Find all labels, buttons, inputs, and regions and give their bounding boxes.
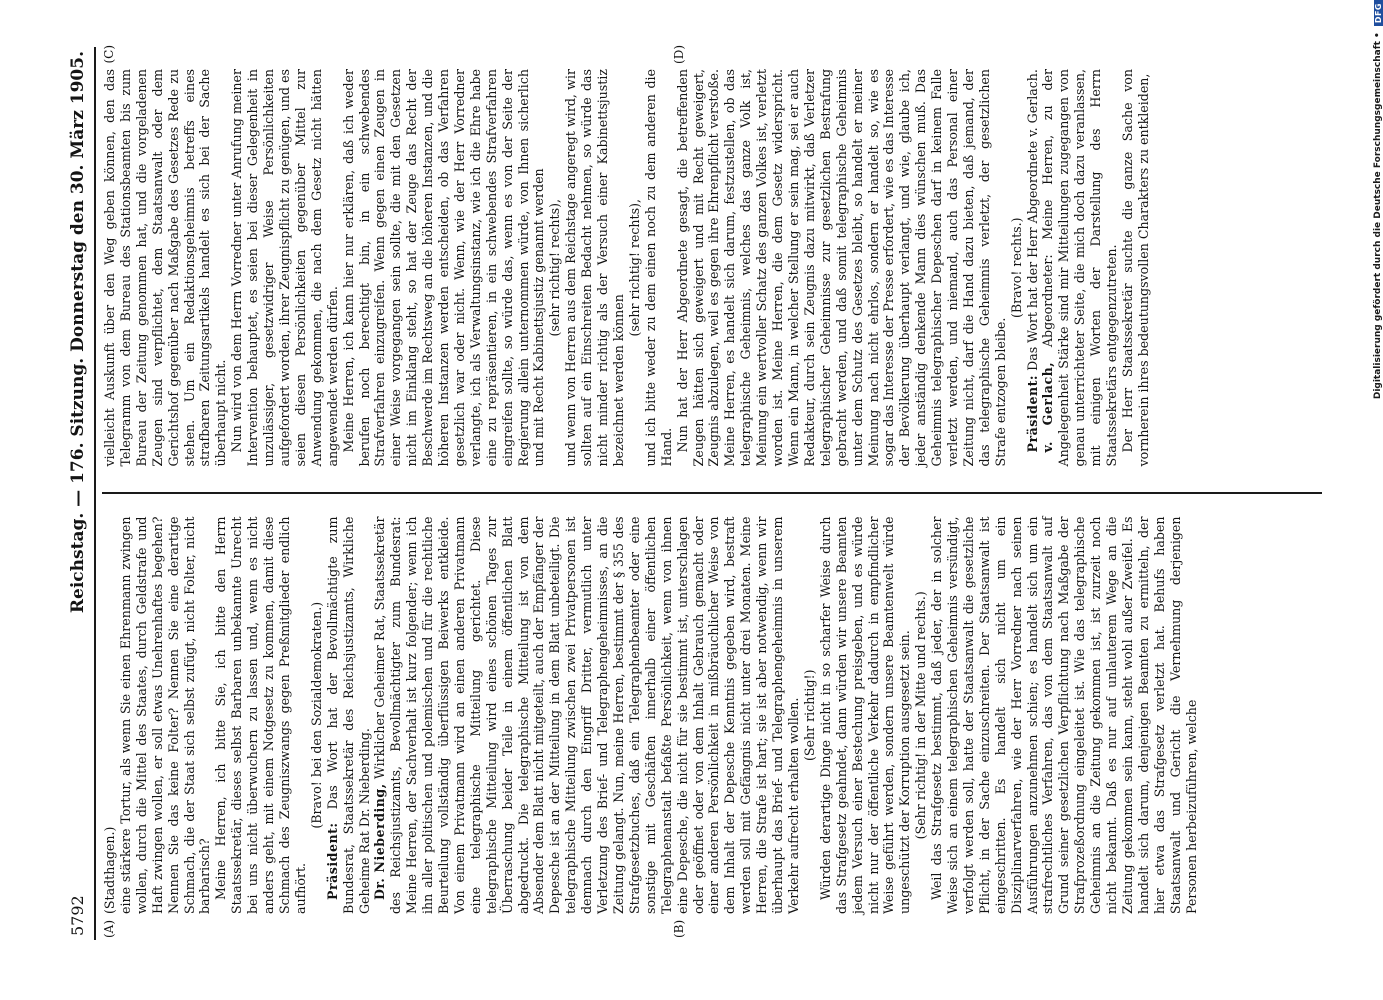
- paragraph: Weil das Strafgesetz bestimmt, daß jeder, der in solcher Weise sich an einem telegraphischen Geheimnis versündigt, verfolgt werden soll, hatte der Staatsanwalt die gesetzliche Pflicht, in der Sache einzuschreiten. Der Staatsanwalt ist eingeschritten. Es handelt sich nicht um ein Disziplinarverfahren, wie der Herr Vorredner nach seinen Ausführungen anzunehmen schien; es handelt sich um ein strafrechtliches Verfahren, das von dem Staatsanwalt auf Grund seiner gesetzlichen Verpflichtung nach Maßgabe der Strafprozeßordnung eingeleitet ist. Wie das telegraphische Geheimnis an die Zeitung gekommen ist, ist zurzeit noch nicht bekannt. Daß es nur auf unlauterem Wege an die Zeitung gekommen sein kann, steht wohl außer Zweifel. Es handelt sich darum, denjenigen Beamten zu ermitteln, der hier etwa das Strafgesetz verletzt hat. Behufs haben Staatsanwalt und Gericht die Vernehmung derjenigen Personen herbeizuführen, welche: [929, 516, 1199, 914]
- interjection: (sehr richtig! rechts),: [547, 199, 563, 337]
- paragraph: eine stärkere Tortur, als wenn Sie einen Ehrenmann zwingen wollen, durch die Mittel des Staates, durch Geldstrafe und Haft zwingen wollen, er soll etwas Unehrenhaftes begehen? Nennen Sie das keine Folter? Nennen Sie eine derartige Schmach, die der Staat sich selbst zufügt, nicht Folter, nicht barbarisch?: [117, 516, 213, 914]
- speaker-label: Präsident:: [324, 822, 340, 900]
- paragraph: [325, 517, 373, 915]
- page-header: [68, 47, 96, 940]
- paragraph-text: Abgeordneter: Meine Herren, zu der Angelegenheit Stärke sind mir Mitteilungen zugegangen von genau unterrichteter Seite, die mich doch dazu veranlassen, mit einigen Worten der Darstellung des Herrn Staatssekretärs entgegenzutreten.: [1040, 69, 1120, 467]
- interjection: (Sehr richtig!): [801, 669, 817, 761]
- left-column: [102, 493, 1322, 941]
- paragraph: vielleicht Auskunft über den Weg geben können, den das Telegramm von dem Bureau des Stationsbeamten bis zum Bureau der Zeitung genommen hat, und die vorgeladenen Zeugen sind verpflichtet, dem Staatsanwalt oder dem Gerichtshof gegenüber nach Maßgabe des Gesetzes Rede zu stehen. Um ein Redaktionsgeheimnis betreffs eines strafbaren Zeitungsartikels handelt es sich bei der Sache überhaupt nicht.: [102, 69, 229, 467]
- dfg-logo: DFG: [1374, 0, 1383, 26]
- interjection: (Bravo! rechts.): [1008, 217, 1024, 319]
- paragraph: Meine Herren, ich kann hier nur erklären, daß ich weder berufen noch berechtigt bin, in ein schwebendes Strafverfahren einzugreifen. Wenn gegen einen Zeugen in einer Weise vorgegangen sein sollte, die mit den Gesetzen nicht im Einklang steht, so hat der Zeuge das Recht der Beschwerde im Rechtsweg an die höheren Instanzen, und die höheren Instanzen werden entscheiden, ob das Verfahren gesetzlich war oder nicht. Wenn, wie der Herr Vorredner verlangte, ich als Verwaltungsinstanz, wie ich die Ehre habe eine zu repräsentieren, in ein schwebendes Strafverfahren eingreifen sollte, so würde das, wenn es von der Seite der Regierung allein unternommen würde, von Ihnen sicherlich und mit Recht Kabinettsjustiz genannt werden: [340, 69, 547, 467]
- paragraph: [1025, 69, 1041, 467]
- paragraph: Nun hat der Herr Abgeordnete gesagt, die betreffenden Zeugen hätten sich geweigert und mit Recht geweigert, Zeugnis abzulegen, weil es gegen ihre Ehrenpflicht verstoße. Meine Herren, es handelt sich darum, festzustellen, ob das telegraphische Geheimnis, welches das ganze Volk ist, Meinung ein wertvoller Schatz des ganzen Volkes ist, verletzt worden ist. Meine Herren, die dem Gesetz widerspricht. Wenn ein Mann, in welcher Stellung er sein mag, sei er auch Redakteur, durch sein Zeugnis dazu mitwirkt, daß Verletzer telegraphischer Geheimnisse zur gesetzlichen Bestrafung gebracht werden, und daß somit telegraphische Geheimnis unter dem Schutz des Gesetzes bleibt, so handelt er meiner Meinung nach nicht ehrlos, sondern er handelt so, wie es sogar das Interesse der Presse erfordert, wie es das Interesse der Bevölkerung überhaupt verlangt, und wie, glaube ich, jeder anständig denkende Mann dies wünschen muß. Das Geheimnis telegraphischer Depeschen darf in keinem Falle verletzt werden, und niemand, auch das Personal einer Zeitung nicht, darf die Hand dazu bieten, daß jemand, der das telegraphische Geheimnis verletzt, der gesetzlichen Strafe entzogen bleibe.: [674, 69, 1008, 467]
- paragraph: und ich bitte weder zu dem einen noch zu dem anderen die Hand.: [642, 69, 674, 467]
- digitization-credit: [1372, 0, 1383, 980]
- right-column: [102, 47, 1322, 493]
- paragraph: [1040, 69, 1120, 467]
- margin-marker-b: (B): [672, 919, 686, 938]
- paragraph-text: Das Wort hat der Herr Abgeordnete v. Gerlach.: [1024, 69, 1040, 371]
- paragraph-text: Das Wort hat der Bevollmächtigte zum Bundesrat, Staatssekretär des Reichsjustizamts, Wirkliche Geheime Rat Dr. Nieberding.: [324, 516, 372, 914]
- margin-marker-d: (D): [672, 45, 686, 64]
- interjection: (Sehr richtig! in der Mitte und rechts.): [913, 591, 929, 840]
- paragraph: Nun wird von dem Herrn Vorredner unter Anrufung meiner Intervention behauptet, es seien bei dieser Gelegenheit in unzulässiger, gesetzwidriger Weise Persönlichkeiten aufgefordert worden, ihrer Zeugnispflicht zu genügen, und es seien diesen Persönlichkeiten gegenüber Mittel zur Anwendung gekommen, die nach dem Gesetz nicht hätten angewendet werden dürfen.: [229, 69, 340, 467]
- paragraph: und wenn von Herren aus dem Reichstage angeregt wird, wir sollten auf ein Einschreiten Bedacht nehmen, so würde das nicht minder richtig als der Versuch einer Kabinettsjustiz bezeichnet werden können: [563, 69, 626, 467]
- page-title: Reichstag. — 176. Sitzung. Donnerstag den 30. März 1905.: [68, 51, 88, 614]
- speaker-label: Präsident:: [1024, 374, 1040, 453]
- interjection: (sehr richtig! rechts),: [626, 199, 642, 337]
- paragraph: Der Herr Staatssekretär suchte die ganze Sache von vornherein ihres bedeutungsvollen Charakters zu entkleiden,: [1120, 69, 1151, 467]
- paragraph: Würden derartige Dinge nicht in so scharfer Weise durch das Strafgesetz geahndet, dann würden wir unsere Beamten jedem Versuch einer Bestechung preisgeben, und es würde nicht nur der öffentliche Verkehr dadurch in empfindlicher Weise geführt werden, sondern unsere Beamtenwelt würde ungeschützt der Korruption ausgesetzt sein.: [817, 516, 913, 914]
- page-number: 5792: [68, 895, 87, 936]
- paragraph: Meine Herren, ich bitte Sie, ich bitte den Herrn Staatssekretär, dieses selbst Barbaren unbekannte Unrecht bei uns nicht überwuchern zu lassen und, wenn es nicht anders geht, mit einem Notgesetz zu kommen, damit diese Schmach des Zeugniszwangs gegen Preßmitglieder endlich aufhört.: [213, 516, 308, 914]
- interjection: (Bravo! bei den Sozialdemokraten.): [308, 601, 324, 829]
- paragraph: [372, 517, 801, 915]
- margin-marker-c: (C): [102, 45, 116, 64]
- margin-marker-a: (A): [102, 919, 116, 938]
- text-columns: [102, 47, 1322, 940]
- speaker-label: v. Gerlach,: [1040, 361, 1056, 453]
- newspaper-page: [60, 33, 1340, 968]
- speaker-label: Dr. Nieberding,: [372, 783, 388, 900]
- credit-text: Digitalisierung gefördert durch die Deutsche Forschungsgemeinschaft •: [1373, 32, 1383, 400]
- speaker-continuation: (Stadthagen.): [102, 826, 117, 914]
- paragraph-text: Wirklicher Geheimer Rat, Staatssekretär des Reichsjustizamts, Bevollmächtigter zum Bundesrat: Meine Herren, der Sachverhalt ist kurz folgender; wenn ich ihn aller politischen und polemischen und für die rechtliche Beurteilung vollständig überflüssigen Beiwerks entkleide. Von einem Privatmann wird an einen anderen Privatmann eine telegraphische Mitteilung gerichtet. Diese telegraphische Mitteilung wird eines schönen Tages zur Überraschung beider Teile in einem öffentlichen Blatt abgedruckt. Die telegraphische Mitteilung ist von dem Absender dem Blatt nicht mitgeteilt, auch der Empfänger der Depesche ist an der Mitteilung in dem Blatt unbeteiligt. Die telegraphische Mitteilung zwischen zwei Privatpersonen ist demnach durch den Eingriff Dritter, vermutlich unter Verletzung des Brief- und Telegraphengeheimnisses, an die Zeitung gelangt. Nun, meine Herren, bestimmt der § 355 des Strafgesetzbuches, daß ein Telegraphenbeamter oder eine sonstige mit Geschäften innerhalb einer öffentlichen Telegraphenanstalt befaßte Persönlichkeit, wenn von ihnen eine Depesche, die nicht für sie bestimmt ist, unterschlagen oder geöffnet oder von dem Inhalt Gebrauch gemacht oder einer anderen Persönlichkeit in mißbräuchlicher Weise von dem Inhalt der Depesche Kenntnis gegeben wird, bestraft werden soll mit Gefängnis nicht unter drei Monaten. Meine Herren, die Strafe ist hart; sie ist aber notwendig, wenn wir überhaupt das Brief- und Telegraphengeheimnis in unserem Verkehr aufrecht erhalten wollen.: [372, 516, 801, 914]
